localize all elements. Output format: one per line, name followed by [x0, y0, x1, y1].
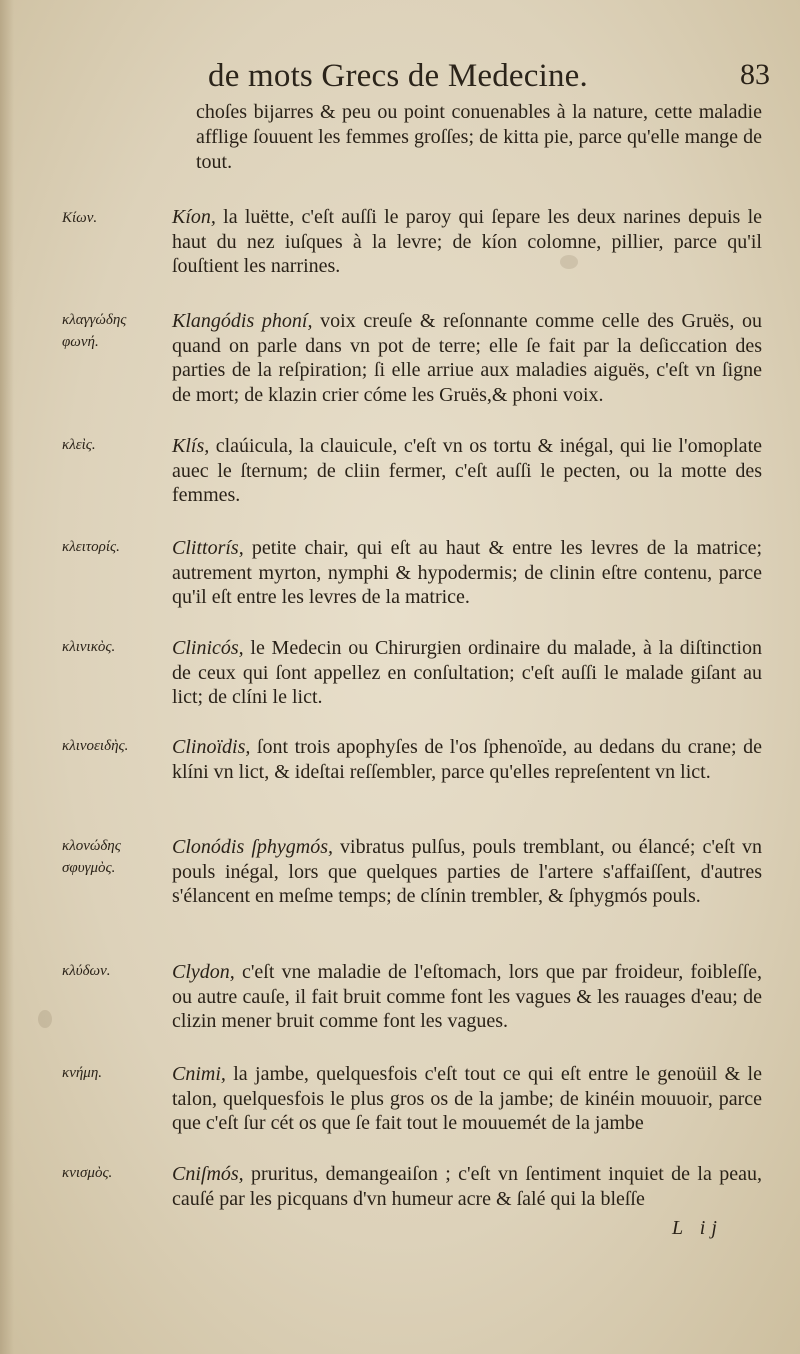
page-number: 83 [740, 58, 770, 91]
greek-headword: κλινικὸς. [62, 639, 116, 655]
entry-definition: le Medecin ou Chirurgien ordinaire du malade, à la diſtinction de ceux qui ſont appellez en conſultation; c'eſt auſſi le malade giſant au lict; de clíni le lict. [172, 637, 762, 708]
entry-term: Cniſmós, [172, 1163, 244, 1185]
greek-headword: κλεὶς. [62, 437, 96, 453]
entry-text [172, 960, 762, 1034]
entry-text [172, 1062, 762, 1136]
greek-headword: κνισμὸς. [62, 1165, 113, 1181]
entry-term: Clittorís, [172, 537, 244, 559]
entry-definition: petite chair, qui eſt au haut & entre les levres de la matrice; autrement myrton, nymphi & hypodermis; de clinin eſtre contenu, parce qu'il eſt entre les levres de la matrice. [172, 537, 762, 608]
entry-text [172, 835, 762, 909]
entry-text [172, 309, 762, 407]
greek-headword: κλειτορίς. [62, 539, 120, 555]
ink-blot [38, 1010, 52, 1028]
entry-text [172, 735, 762, 784]
entry-definition: vibratus pulſus, pouls tremblant, ou élancé; c'eſt vn pouls inégal, lors que quelques parties de l'artere s'affaiſſent, d'autres s'élancent en meſme temps; de clínin trembler, & ſphygmós pouls. [172, 836, 762, 907]
greek-headword: κλινοειδὴς. [62, 738, 129, 754]
entry-definition: c'eſt vne maladie de l'eſtomach, lors que par froideur, foibleſſe, ou autre cauſe, il fait bruit comme font les vagues & les rauages d'eau; de clizin mener bruit comme font les vagues. [172, 961, 762, 1032]
continuation-paragraph: choſes bijarres & peu ou point conuenables à la nature, cette maladie afflige ſouuent les femmes groſſes; de kitta pie, parce qu'elle mange de tout. [196, 101, 762, 173]
entry-definition: ſont trois apophyſes de l'os ſphenoïde, au dedans du crane; de klíni vn lict, & ideſtai reſſembler, parce qu'elles repreſentent vn lict. [172, 736, 762, 783]
entry-term: Klangódis phoní, [172, 310, 313, 332]
page-header [200, 58, 770, 98]
page-edge-shadow [0, 0, 14, 1354]
entry-term: Clonódis ſphygmós, [172, 836, 333, 858]
entry-text [172, 636, 762, 710]
entry-term: Clinicós, [172, 637, 244, 659]
entry-term: Klís, [172, 435, 210, 457]
entry-text [172, 536, 762, 610]
greek-headword: κλύδων. [62, 963, 111, 979]
entry-text [172, 205, 762, 279]
entry-term: Cnimi, [172, 1063, 226, 1085]
entry-text [172, 434, 762, 508]
gathering-signature: L ij [672, 1217, 723, 1239]
entry-definition: pruritus, demangeaiſon ; c'eſt vn ſentiment inquiet de la peau, cauſé par les picquans d'vn humeur acre & ſalé qui la bleſſe [172, 1163, 762, 1210]
entry-term: Kíon, [172, 206, 216, 228]
entry-term: Clinoïdis, [172, 736, 251, 758]
entry-definition: la jambe, quelquesfois c'eſt tout ce qui eſt entre le genoüil & le talon, quelquesfois le plus gros os de la jambe; de kinéin mouuoir, parce que c'eſt ſur cét os que ſe fait tout le mouuemét de la jambe [172, 1063, 762, 1134]
entry-text [172, 1162, 762, 1211]
greek-headword: κνήμη. [62, 1065, 103, 1081]
entry-definition: la luëtte, c'eſt auſſi le paroy qui ſepare les deux narines depuis le haut du nez iuſques à la levre; de kíon colomne, pillier, parce qu'il ſouſtient les narrines. [172, 206, 762, 277]
greek-headword: κλονώδης σφυγμὸς. [62, 838, 121, 876]
entry-definition: voix creuſe & reſonnante comme celle des Gruës, ou quand on parle dans vn pot de terre; elle ſe fait par la deſiccation des parties de la reſpiration; ſi elle arriue aux maladies aiguës, c'eſt vn ſigne de mort; de klazin crier cóme les Gruës,& phoni voix. [172, 310, 763, 406]
entry-definition: claúicula, la clauicule, c'eſt vn os tortu & inégal, qui lie l'omoplate auec le ſternum; de cliin fermer, c'eſt auſſi le pecten, ou la motte des femmes. [172, 435, 762, 506]
running-title: de mots Grecs de Medecine. [208, 58, 588, 94]
entry-term: Clydon, [172, 961, 235, 983]
greek-headword: Κίων. [62, 210, 98, 226]
greek-headword: κλαγγώδης φωνή. [62, 312, 127, 350]
